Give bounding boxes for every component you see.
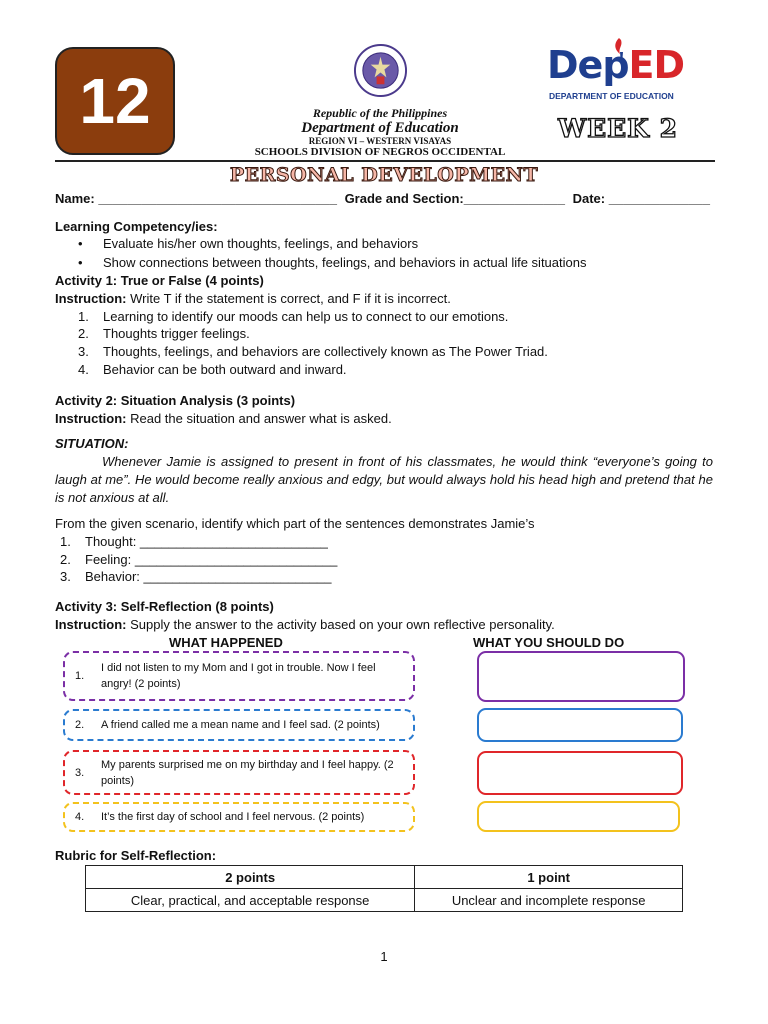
rubric-title: Rubric for Self-Reflection: [55,848,217,863]
date-field[interactable]: Date: ______________ [572,191,710,206]
competency-item: • Show connections between thoughts, feelings, and behaviors in actual life situations [78,255,587,270]
rubric-cell: Unclear and incomplete response [415,889,683,912]
activity1-title: Activity 1: True or False (4 points) [55,273,264,288]
rubric-header-2pts: 2 points [86,866,415,889]
reflection-answer-box[interactable] [477,708,683,742]
reflection-item: 4. It’s the first day of school and I feel nervous. (2 points) [63,802,415,832]
activity2-instruction: Instruction: Read the situation and answer what is asked. [55,411,392,426]
reflection-answer-box[interactable] [477,751,683,795]
feeling-field[interactable]: 2. Feeling: ____________________________ [60,552,338,567]
situation-text: Whenever Jamie is assigned to present in front of his classmates, he would think “everyone’s going to laugh at me”. He would become really anxious and edgy, but would always hold his head high and pretend that he is not anxious at all. [55,454,713,505]
table-row [86,889,683,912]
reflection-answer-box[interactable] [477,801,680,832]
name-field[interactable]: Name: _________________________________ [55,191,337,206]
deped-seal-icon [353,43,408,98]
rubric-header-1pt: 1 point [415,866,683,889]
logo-ed: ED [628,43,685,87]
activity1-item: 2. Thoughts trigger feelings. [78,326,250,341]
logo-dep: Dep [547,43,629,87]
column-what-to-do: WHAT YOU SHOULD DO [473,635,625,650]
activity3-instruction: Instruction: Supply the answer to the activity based on your own reflective personality. [55,617,555,632]
department-line: Department of Education [301,120,459,136]
logo-subtitle: DEPARTMENT OF EDUCATION [549,91,674,101]
deped-logo [547,30,697,105]
activity1-item: 4. Behavior can be both outward and inward. [78,362,347,377]
reflection-answer-box[interactable] [477,651,685,702]
region-line: REGION VI – WESTERN VISAYAS [308,136,452,146]
grade-section-field[interactable]: Grade and Section:______________ [344,191,565,206]
reflection-item: 2. A friend called me a mean name and I feel sad. (2 points) [63,709,415,741]
activity1-item: 3. Thoughts, feelings, and behaviors are collectively known as The Power Triad. [78,344,548,359]
activity3-title: Activity 3: Self-Reflection (8 points) [55,599,274,614]
page-number: 1 [380,949,388,964]
header-divider [55,160,715,162]
reflection-item: 3. My parents surprised me on my birthday and I feel happy. (2 points) [63,750,415,795]
reflection-item: 1. I did not listen to my Mom and I got in trouble. Now I feel angry! (2 points) [63,651,415,701]
republic-line: Republic of the Philippines [312,106,448,120]
rubric-table [85,865,683,912]
column-what-happened: WHAT HAPPENED [169,635,283,650]
rubric-cell: Clear, practical, and acceptable response [86,889,415,912]
page-title: PERSONAL DEVELOPMENT [229,164,539,186]
week-label: WEEK 2 [558,114,679,143]
competency-item: • Evaluate his/her own thoughts, feelings, and behaviors [78,236,419,251]
division-line: SCHOOLS DIVISION OF NEGROS OCCIDENTAL [254,146,506,158]
competency-label: Learning Competency/ies: [55,219,218,234]
activity1-item: 1. Learning to identify our moods can help us to connect to our emotions. [78,309,509,324]
grade-badge: 12 [55,47,175,155]
behavior-field[interactable]: 3. Behavior: __________________________ [60,569,332,584]
activity1-instruction: Instruction: Write T if the statement is correct, and F if it is incorrect. [55,291,451,306]
info-fields [55,191,710,206]
activity2-prompt: From the given scenario, identify which part of the sentences demonstrates Jamie’s [55,516,535,531]
thought-field[interactable]: 1. Thought: __________________________ [60,534,328,549]
table-row [86,866,683,889]
situation-label: SITUATION: [55,436,129,451]
activity2-title: Activity 2: Situation Analysis (3 points) [55,393,296,408]
